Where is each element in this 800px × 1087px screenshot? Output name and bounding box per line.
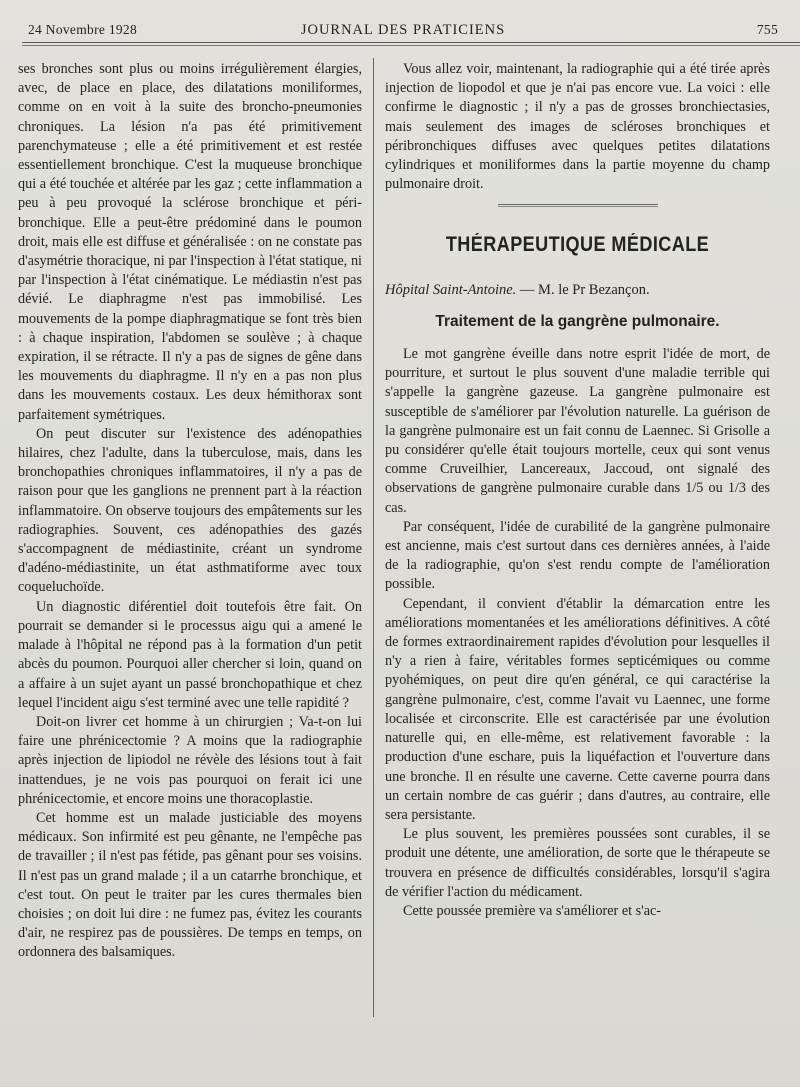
header-rule (22, 42, 800, 46)
right-paragraph-5: Cette poussée première va s'améliorer et s'ac- (403, 902, 662, 919)
page-header (28, 18, 778, 44)
right-intro-paragraph: Vous allez voir, maintenant, la radiographie qui a été tirée après injection de liopodol et que je n'ai pas encore vue. La voici : elle confirme le diagnostic ; il n'y a pas de grosses bronchiectasies, mais seulement des images de scléroses bronchiques et péribronchiques diffuses avec quelques petites dilatations cylindriques et moniliformes dans la partie moyenne du champ pulmonaire droit. (385, 61, 770, 193)
right-column (385, 60, 770, 921)
left-paragraph-4: Doit-on livrer cet homme à un chirurgien ; Va-t-on lui faire une phrénicectomie ? A moins que la radiographie après injection de lipiodol ne révèle des lésions tout à fait inattendues, je ne vois pas pourquoi on ferait ici une phrénicectomie, et encore moins une thoracoplastie. (18, 713, 362, 807)
left-column (18, 60, 362, 963)
left-paragraph-1: ses bronches sont plus ou moins irrégulièrement élargies, avec, de place en place, des dilatations moniliformes, comme on en voit à la suite des broncho-pneumonies chroniques. La lésion n'a pas été primitivement parenchymateuse ; elle a été primitivement et est restée essentiellement bronchique. C'est la muqueuse bronchique qui a été touchée et altérée par les gaz ; cette inflammation a peu à peu provoqué la sclérose bronchique et péri-bronchique. Elle a peut-être prédominé dans le poumon droit, mais elle est diffuse et généralisée : on ne constate pas d'asymétrie thoracique, ni par l'inspection à l'état statique, ni par l'inspection à l'état cinématique. Le médiastin n'est pas dévié. Le diaphragme n'est pas immobilisé. Les mouvements de la pompe diaphragmatique se font très bien : à chaque inspiration, l'abdomen se soulève ; à chaque expiration, il se rétracte. Il n'y a pas de signes de gêne dans les mouvements du diaphragme. Il n'y en a pas non plus dans les mouvements costaux. Les deux hémithorax sont parfaitement symétriques. (18, 61, 362, 423)
journal-title: JOURNAL DES PRATICIENS (300, 22, 506, 38)
hospital-line (385, 281, 770, 300)
right-paragraph-1: Le mot gangrène éveille dans notre esprit l'idée de mort, de pourriture, et surtout le plus souvent d'une maladie terrible qui s'appelle la gangrène gazeuse. La gangrène pulmonaire est susceptible de s'améliorer par l'évolution naturelle. La guérison de la gangrène pulmonaire est un fait connu de Laennec. Si Grisolle a pu considérer qu'elle était toujours mortelle, ceux qui sont venus comme Cruveilhier, Lancereaux, Jaccoud, ont signalé des observations de gangrène pulmonaire curable dans 1/5 ou 1/3 des cas. (385, 346, 770, 516)
page-number: 755 (756, 22, 778, 37)
author-line: — M. le Pr Bezançon. (519, 281, 650, 298)
section-title: THÉRAPEUTIQUE MÉDICALE (445, 233, 710, 257)
section-separator (498, 204, 658, 207)
hospital-name: Hôpital Saint-Antoine. (385, 281, 517, 298)
column-divider (373, 58, 374, 1017)
header-date: 24 Novembre 1928 (28, 22, 138, 37)
right-paragraph-3: Cependant, il convient d'établir la démarcation entre les améliorations momentanées et les améliorations définitives. A côté de formes extraordinairement rapides d'évolution pour lesquelles il n'y a rien à faire, véritables formes septicémiques ou comme pyohémiques, on peut dire qu'en général, ce qui caractérise la gangrène pulmonaire, c'est, comme l'avait vu Laennec, une forme localisée et circonscrite. Elle est caractérisée par une évolution naturelle qui, en elle-même, est relativement favorable : la production d'une eschare, puis la liquéfaction et l'ouverture dans une bronche. Il en résulte une caverne. Cette caverne pourra dans un certain nombre de cas guérir ; dans d'autres, au contraire, elle sera persistante. (385, 595, 770, 823)
right-paragraph-4: Le plus souvent, les premières poussées sont curables, il se produit une détente, une amélioration, de sorte que le thérapeute se trouvera en présence de difficultés considérables, lorsqu'il s'agira de vérifier l'action du médicament. (385, 826, 770, 900)
left-paragraph-5: Cet homme est un malade justiciable des moyens médicaux. Son infirmité est peu gênante, ne l'empêche pas de travailler ; il n'est pas fétide, pas gênant pour ses voisins. Il n'est pas un grand malade ; il a un catarrhe bronchique, et c'est tout. On peut le traiter par les cures thermales bien choisies ; on doit lui dire : ne fumez pas, évitez les courants d'air, ne respirez pas de poussières. De temps en temps, on ordonnera des balsamiques. (18, 809, 362, 961)
article-title: Traitement de la gangrène pulmonaire. (435, 312, 720, 330)
left-paragraph-3: Un diagnostic diférentiel doit toutefois être fait. On pourrait se demander si le processus aigu qui a amené le malade à l'hôpital ne répond pas à la formation d'un petit abcès du poumon. Pourquoi aller chercher si loin, quand on a affaire à un sujet ayant un passé bronchopathique et chez lequel l'incident aigu s'est terminé avec une telle rapidité ? (18, 598, 362, 711)
right-paragraph-2: Par conséquent, l'idée de curabilité de la gangrène pulmonaire est ancienne, mais c'est surtout dans ces dernières années, à l'aide de la radiographie, qu'on s'est rendu compte de l'amélioration possible. (385, 518, 770, 593)
left-paragraph-2: On peut discuter sur l'existence des adénopathies hilaires, chez l'adulte, dans la tuberculose, mais, dans les bronchopathies chroniques inflammatoires, il n'y a pas de raison pour que les ganglions ne prennent part à la réaction inflammatoire. On observe toujours des empâtements sur les radiographies. Souvent, ces adénopathies des gazés s'accompagnent de médiastinite, créant un syndrome d'adéno-médiastinite, un état asthmatiforme avec toux coqueluchoïde. (18, 425, 362, 596)
